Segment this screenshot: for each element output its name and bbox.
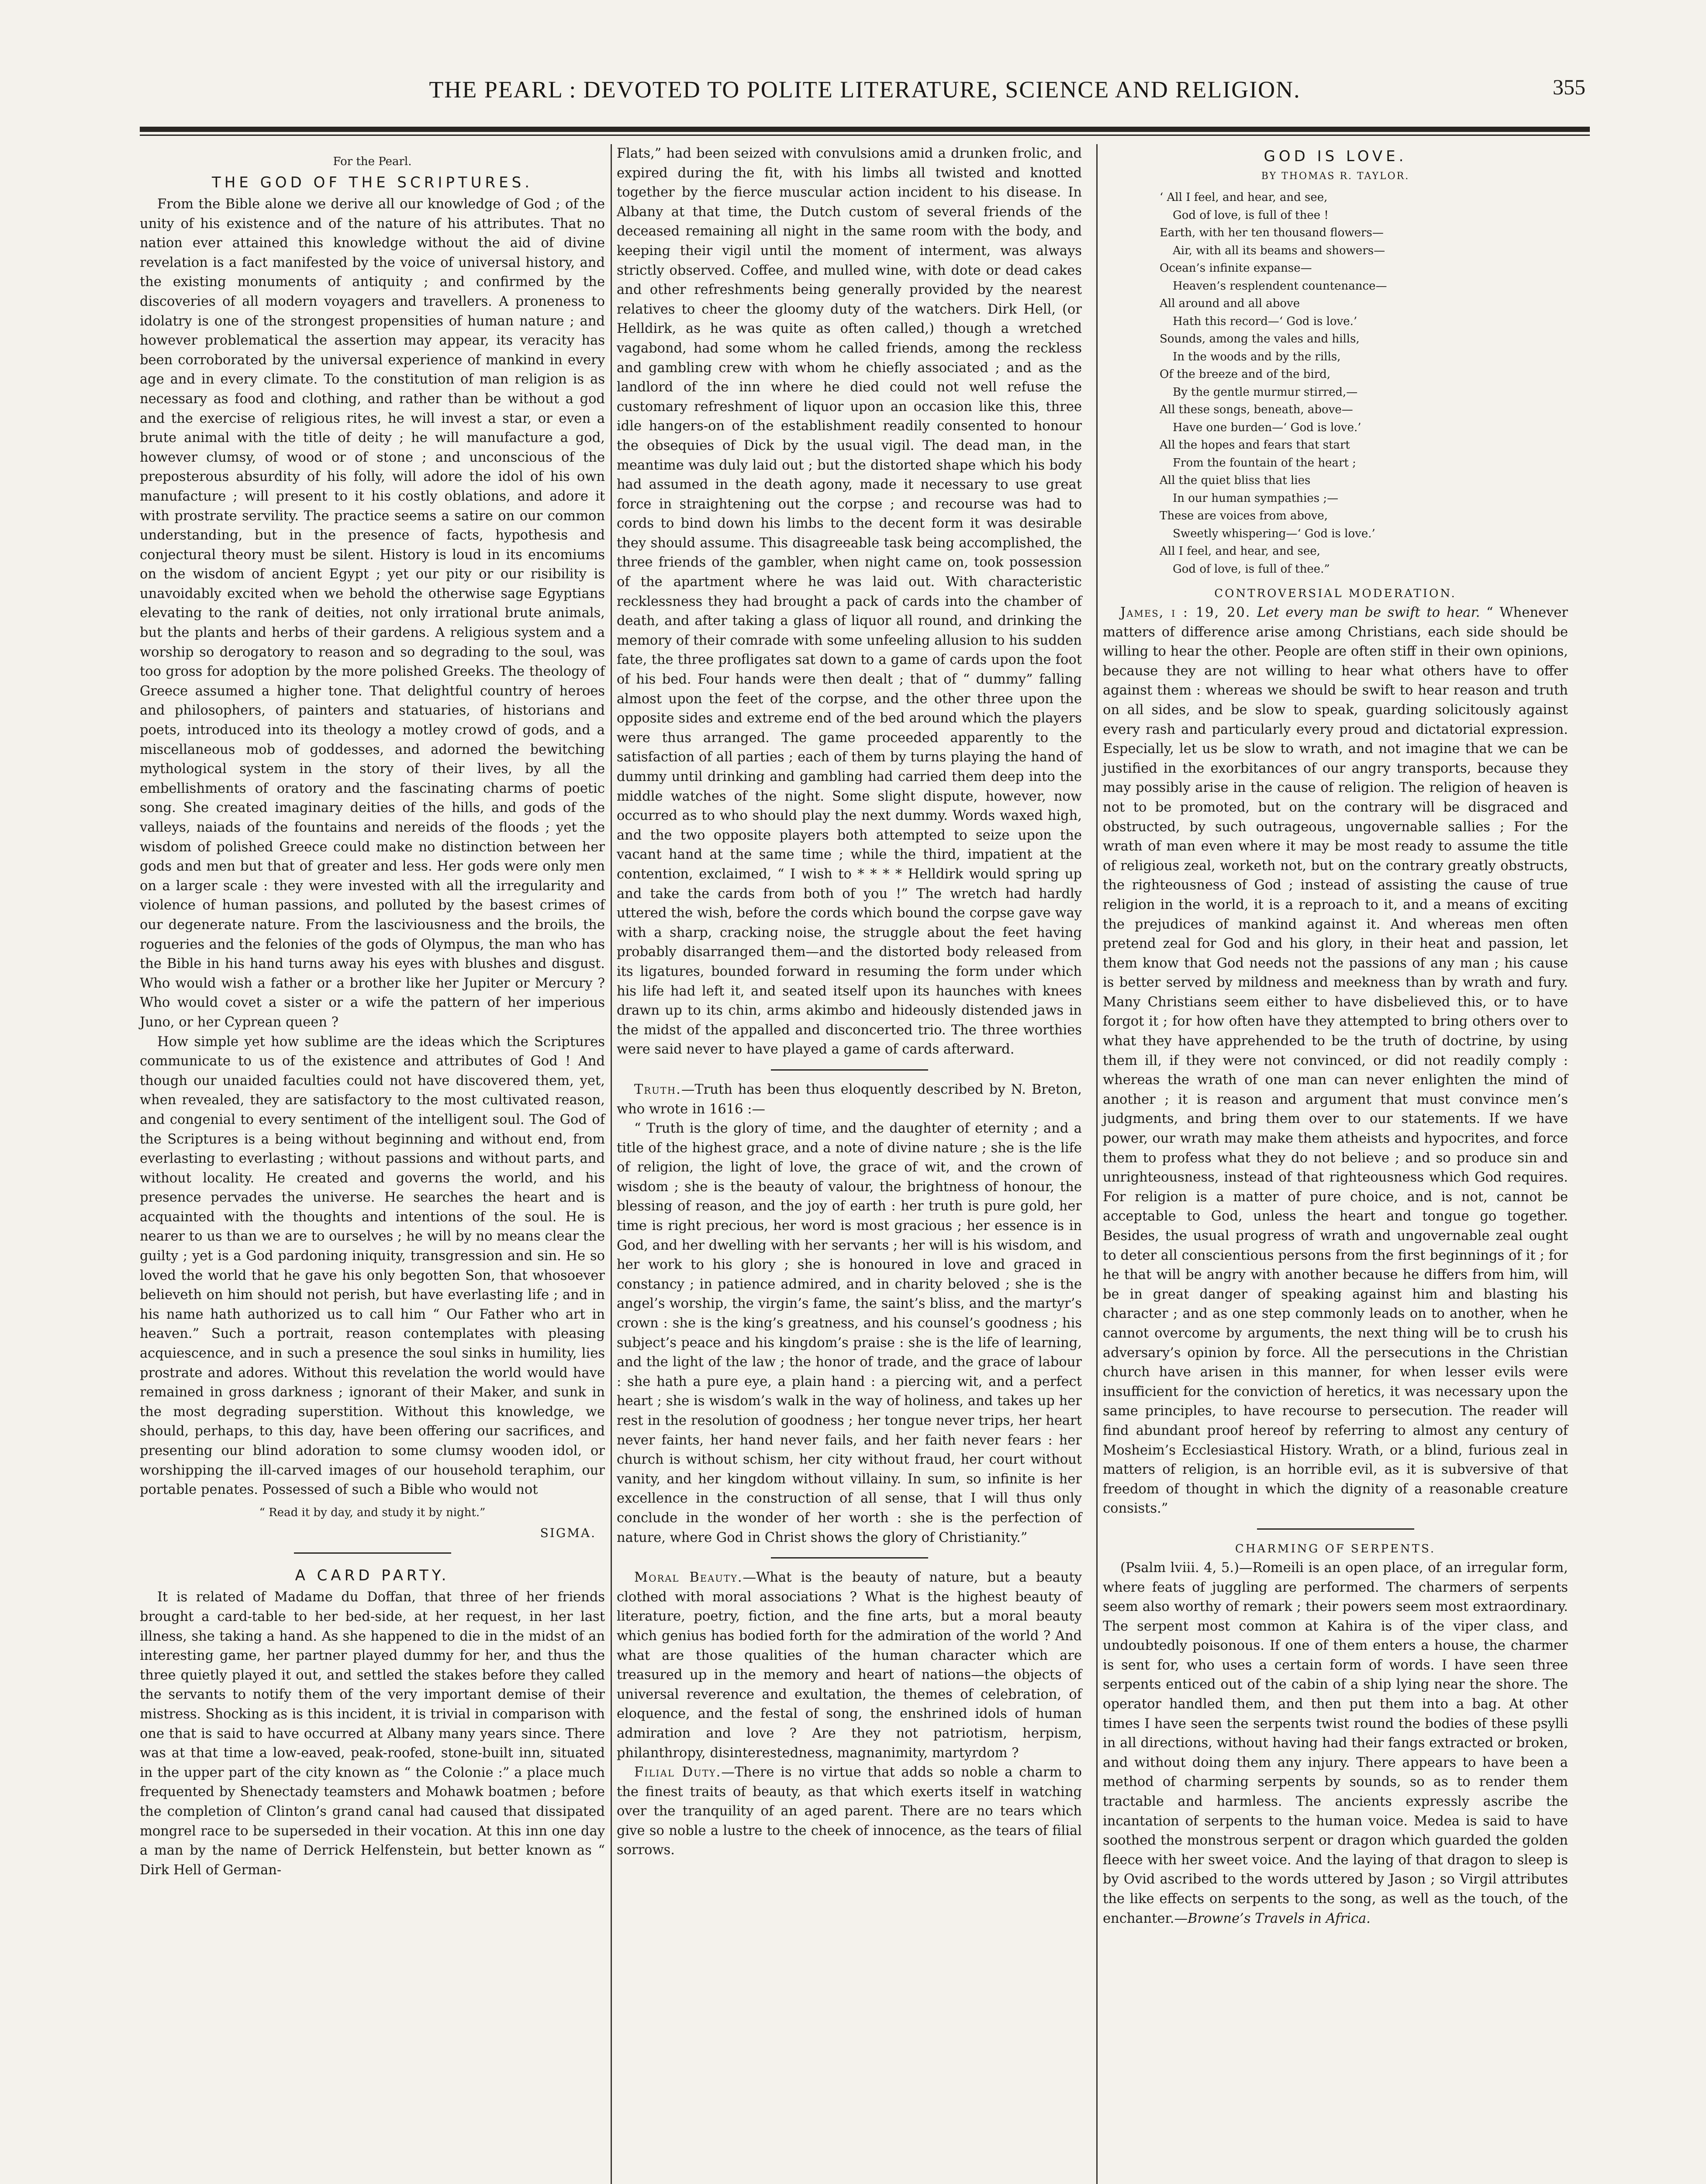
article-paragraph-filial: [617, 1763, 1082, 1860]
run-in-text: —What is the beauty of nature, but a beauty clothed with moral associations ? What is the highest beauty of literature, poetry, fiction, and the fine arts, but a moral beauty which genius has bodied forth for the admiration of the world ? And what are those qualities of the human character which are treasured up in the memory and heart of nations—the objects of universal reverence and exultation, the themes of celebration, of eloquence, and the festal of song, the enshrined idols of human admiration and love ? Are they not patriotism, herpism, philanthropy, disinterestedness, magnanimity, martyrdom ?: [617, 1570, 1082, 1761]
poem-line: Ocean’s infinite expanse—: [1160, 262, 1312, 275]
poem-line: From the fountain of the heart ;: [1173, 456, 1356, 470]
poem-line: Of the breeze and of the bird,: [1160, 368, 1331, 381]
scripture-reference: James, i : 19, 20.: [1120, 605, 1251, 620]
poem-line: All the quiet bliss that lies: [1160, 474, 1311, 487]
poem: [1103, 189, 1568, 578]
poem-line: In the woods and by the rills,: [1173, 350, 1341, 363]
poem-line: God of love, is full of thee.”: [1173, 562, 1330, 576]
run-in-text: —There is no virtue that adds so noble a charm to the finest traits of beauty, as that which exerts itself in watching over the tranquility of an aged parent. There are no tears which give so noble a lustre to the cheek of innocence, as the tears of filial sorrows.: [617, 1765, 1082, 1858]
run-in-head: Truth.: [634, 1082, 681, 1097]
masthead: [144, 66, 1585, 118]
poem-line: By the gentle murmur stirred,—: [1173, 385, 1358, 399]
article-paragraph-moral: [617, 1568, 1082, 1763]
poem-line: All the hopes and fears that start: [1160, 439, 1350, 452]
article-paragraph-truth: [617, 1080, 1082, 1119]
poem-line: Sounds, among the vales and hills,: [1160, 332, 1360, 346]
article-title-controversial: CONTROVERSIAL MODERATION.: [1214, 587, 1457, 600]
article-title-card-party: A CARD PARTY.: [295, 1567, 450, 1585]
run-in-head: Moral Beauty.: [634, 1570, 743, 1586]
signature: SIGMA.: [540, 1525, 596, 1540]
article-paragraph-controversial: [1103, 603, 1568, 1519]
poem-line: ‘ All I feel, and hear, and see,: [1160, 191, 1328, 204]
article-paragraph: From the Bible alone we derive all our knowledge of God ; of the unity of his existence and of the nature of his attributes. That no nation ever attained this knowledge without the aid of divine revelation is a fact manifested by the voice of universal history, and the existing monuments of antiquity ; and confirmed by the discoveries of all modern voyagers and travellers. A proneness to idolatry is one of the strongest propensities of human nature ; and however problematical the assertion may appear, its veracity has been corroborated by the universal experience of mankind in every age and in every climate. To the constitution of man religion is as necessary as food and clothing, and rather than be without a god and the exercise of religious rites, he will invest a star, or even a brute animal with the title of deity ; he will manufacture a god, however clumsy, of wood or of stone ; and unconscious of the preposterous absurdity of his folly, will adore the idol of his own manufacture ; will present to it his costly oblations, and adore it with prostrate servility. The practice seems a satire on our common understanding, but in the presence of facts, hypothesis and conjectural theory must be silent. History is loud in its encomiums on the wisdom of ancient Egypt ; yet our pity or our risibility is unavoidably excited when we behold the otherwise sage Egyptians elevating to the rank of deities, not only irrational brute animals, but the plants and herbs of their gardens. A religious system and a worship so derogatory to reason and so degrading to the soul, was too gross for adoption by the more polished Greeks. The theology of Greece assumed a higher tone. That delightful country of heroes and philosophers, of painters and statuaries, of historians and poets, introduced into its theology a motley crowd of gods, and a miscellaneous mob of goddesses, and adorned the bewitching mythological system in the story of their lives, by all the embellishments of oratory and the fascinating charms of poetic song. She created imaginary deities of the hills, and gods of the valleys, naiads of the fountains and nereids of the floods ; yet the wisdom of polished Greece could make no distinction between her gods and men but that of greater and less. Her gods were only men on a larger scale : they were invested with all the irregularity and violence of human passions, and polluted by the basest crimes of our degenerate nature. From the lasciviousness and the broils, the rogueries and the felonies of the gods of Olympus, the man who has the Bible in his hand turns away his eyes with blushes and disgust. Who would wish a father or a brother like her Jupiter or Mercury ? Who would covet a sister or a wife the pattern of her imperious Juno, or her Cyprean queen ?: [140, 197, 605, 1030]
for-the-pearl-note: For the Pearl.: [333, 155, 412, 168]
masthead-rule-thick: [140, 127, 1590, 132]
article-paragraph-charming: [1103, 1559, 1568, 1928]
masthead-title: THE PEARL : DEVOTED TO POLITE LITERATURE, SCIENCE AND RELIGION.: [429, 76, 1301, 103]
column-1: [140, 144, 605, 1880]
epigraph: “ Read it by day, and study it by night.”: [259, 1506, 486, 1519]
article-paragraph: It is related of Madame du Doffan, that three of her friends brought a card-table to her bed-side, at her request, in her last illness, she taking a hand. As she happened to die in the midst of an interesting game, her partner played dummy for her, and thus the three quietly played it out, and settled the stakes before they called the servants to notify them of the very important demise of their mistress. Shocking as is this incident, it is trivial in comparison with one that is said to have occurred at Albany many years since. There was at that time a low-eaved, peak-roofed, stone-built inn, situated in the upper part of the city known as “ the Colonie :” a place much frequented by Shenectady teamsters and Mohawk boatmen ; before the completion of Clinton’s grand canal had caused that dissipated mongrel race to be superseded in their vocation. At this inn one day a man by the name of Derrick Helfenstein, but better known as “ Dirk Hell of German-: [140, 1590, 605, 1878]
run-in-text: “ Whenever matters of difference arise among Christians, each side should be willing to hear the other. People are often stiff in their own opinions, because they are not willing to hear what others have to offer against them : whereas we should be swift to hear reason and truth on all sides, and be slow to speak, guarding solicitously against every rash and particularly every proud and dictatorial expression. Especially, let us be slow to wrath, and not imagine that we can be justified in the exorbitances of our angry transports, because they may possibly arise in the cause of religion. The religion of heaven is not to be promoted, but on the contrary will be disgraced and obstructed, by such outrageous, ungovernable sallies ; For the wrath of man even where it may be most ready to assume the title of religious zeal, worketh not, but on the contrary greatly obstructs, the righteousness of God ; instead of assisting the cause of true religion in the world, it is a reproach to it, and a means of exciting the prejudices of mankind against it. And whereas men often pretend zeal for God and his glory, in their heat and passion, let them know that God needs not the passions of any man ; his cause is better served by mildness and meekness than by wrath and fury. Many Christians seem either to have disbelieved this, or to have forgot it ; for how often have they attempted to bring others over to what they have apprehended to be the truth of doctrine, by using them ill, if they were not convinced, or did not readily comply : whereas the wrath of one man can never enlighten the mind of another ; it is reason and argument that must convince men’s judgments, and bring them over to our statements. If we have power, our wrath may make them atheists and hypocrites, and force them to profess what they do not believe ; and so produce sin and unrighteousness, instead of that righteousness which God requires. For religion is a matter of pure choice, and is not, cannot be acceptable to God, unless the heart and tongue go together. Besides, the usual progress of wrath and ungovernable zeal ought to deter all conscientious persons from the first beginnings of it ; for he that will be angry with another because he differs from him, will be in great danger of speaking against him and blasting his character ; and as one step commonly leads on to another, when he cannot overcome by arguments, the next thing will be to crush his adversary’s opinion by force. All the persecutions in the Christian church have arisen in this manner, for when lesser evils were insufficient for the conviction of heretics, it was necessary upon the same principles, to have recourse to persecution. The reader will find abundant proof hereof by referring to almost any century of Mosheim’s Ecclesiastical History. Wrath, or a blind, furious zeal in matters of religion, is an horrible evil, as it is subversive of that freedom of thought in which the dignity of a reasonable creature consists.”: [1103, 605, 1568, 1517]
poem-byline: BY THOMAS R. TAYLOR.: [1261, 171, 1410, 182]
poem-line: All these songs, beneath, above—: [1160, 403, 1353, 416]
masthead-rule-thin: [140, 135, 1590, 136]
poem-line: In our human sympathies ;—: [1173, 491, 1339, 505]
article-title-god-of-scriptures: THE GOD OF THE SCRIPTURES.: [211, 174, 533, 191]
column-divider: [1096, 144, 1098, 2184]
section-rule: [294, 1552, 451, 1554]
source-citation: Browne’s Travels in Africa.: [1187, 1911, 1371, 1926]
column-2: [617, 144, 1082, 1860]
column-divider: [611, 144, 612, 2184]
poem-line: Air, with all its beams and showers—: [1173, 244, 1385, 257]
scripture-quote: Let every man be swift to hear.: [1257, 605, 1480, 620]
poem-line: Hath this record—‘ God is love.’: [1173, 314, 1357, 328]
run-in-text: —Truth has been thus eloquently described by N. Breton, who wrote in 1616 :—: [617, 1082, 1082, 1117]
run-in-head: Filial Duty.: [634, 1765, 722, 1780]
poem-line: Heaven’s resplendent countenance—: [1173, 279, 1387, 293]
page-number: 355: [1553, 75, 1585, 99]
section-rule: [771, 1069, 928, 1071]
column-3: [1103, 144, 1568, 1928]
poem-line: Earth, with her ten thousand flowers—: [1160, 226, 1384, 239]
poem-line: Sweetly whispering—‘ God is love.’: [1173, 527, 1375, 540]
poem-line: All around and all above: [1160, 297, 1300, 310]
poem-title: GOD IS LOVE.: [1264, 148, 1407, 165]
article-paragraph: Flats,” had been seized with convulsions amid a drunken frolic, and expired during the fit, with his limbs all twisted and knotted together by the fierce muscular action incident to his disease. In Albany at that time, the Dutch custom of several friends of the deceased remaining all night in the same room with the body, and keeping their vigil until the moment of interment, was always strictly observed. Coffee, and mulled wine, with dote or dead cakes and other refreshments being generally provided by the nearest relatives to cheer the gloomy duty of the watchers. Dirk Hell, (or Helldirk, as he was quite as often called,) though a wretched vagabond, had some whom he called friends, among the reckless and gambling crew with whom he chiefly associated ; and as the landlord of the inn where he died could not well refuse the customary refreshment of liquor upon an occasion like this, three idle hangers-on of the establishment readily consented to honour the obsequies of Dick by the usual vigil. The dead man, in the meantime was duly laid out ; but the distorted shape which his body had assumed in the death agony, made it necessary to use great force in straightening out the corpse ; and recourse was had to cords to bind down his limbs to the decent form it was desirable they should assume. This disagreeable task being accomplished, the three friends of the gambler, when night came on, took possession of the apartment where he was laid out. With characteristic recklessness they had brought a pack of cards into the chamber of death, and after taking a glass of liquor all round, and drinking the memory of their comrade with some unfeeling allusion to his sudden fate, the three profligates sat down to a game of cards upon the foot of his bed. Four hands were then dealt ; that of “ dummy” falling almost upon the feet of the corpse, and the other three upon the opposite sides and extreme end of the bed around which the players were thus arranged. The game proceeded apparently to the satisfaction of all parties ; each of them by turns playing the hand of dummy until drinking and gambling had carried them deep into the middle watches of the night. Some slight dispute, however, now occurred as to who should play the next dummy. Words waxed high, and the two opposite players both attempted to seize upon the vacant hand at the same time ; while the third, impatient at the contention, exclaimed, “ I wish to * * * * Helldirk would spring up and take the cards from both of you !” The wretch had hardly uttered the wish, before the cords which bound the corpse gave way with a sharp, cracking noise, the struggle about the feet having probably disarranged them—and the distorted body released from its ligatures, bounded forward in resuming the form under which his life had left it, and seated itself upon its haunches with knees drawn up to its chin, arms akimbo and hideously distended jaws in the midst of the appalled and disconcerted trio. The three worthies were said never to have played a game of cards afterward.: [617, 146, 1082, 1057]
article-title-charming: CHARMING OF SERPENTS.: [1235, 1542, 1436, 1555]
poem-line: Have one burden—‘ God is love.’: [1173, 421, 1361, 434]
article-quote: “ Truth is the glory of time, and the daughter of eternity ; and a title of the highest grace, and a note of divine nature ; she is the life of religion, the light of love, the grace of wit, and the crown of wisdom ; she is the beauty of valour, the brightness of honour, the blessing of reason, and the joy of earth : her truth is pure gold, her time is right precious, her word is most gracious ; her essence is in God, and her dwelling with her servants ; her will is his wisdom, and her work to his glory ; she is honoured in love and graced in constancy ; in patience admired, and in charity beloved ; she is the angel’s worship, the virgin’s fame, the saint’s bliss, and the martyr’s crown : she is the king’s greatness, and his counsel’s goodness ; his subject’s peace and his kingdom’s praise : she is the life of learning, and the light of the law ; the honor of trade, and the grace of labour : she hath a pure eye, a plain hand : a piercing wit, and a perfect heart ; she is wisdom’s walk in the way of holiness, and takes up her rest in the resolution of goodness ; her tongue never trips, her heart never faints, her hand never fails, and her faith never fears : her church is without schism, her city without fraud, her court without vanity, and her kingdom without villainy. In sum, so infinite is her excellence in the construction of all sense, that I will thus only conclude in the wonder of her worth : she is the perfection of nature, where God in Christ shows the glory of Christianity.”: [617, 1121, 1082, 1545]
section-rule: [1257, 1528, 1414, 1530]
run-in-text: (Psalm lviii. 4, 5.)—Romeili is an open place, of an irregular form, where feats of juggling are performed. The charmers of serpents seem also worthy of remark ; their powers seem most extraordinary. The serpent most common at Kahira is of the viper class, and undoubtedly poisonous. If one of them enters a house, the charmer is sent for, who uses a certain form of words. I have seen three serpents enticed out of the cabin of a ship lying near the shore. The operator handled them, and then put them into a bag. At other times I have seen the serpents twist round the bodies of these psylli in all directions, without having had their fangs extracted or broken, and without doing them any injury. There appears to have been a method of charming serpents by sounds, so as to render them tractable and harmless. The ancients expressly ascribe the incantation of serpents to the human voice. Medea is said to have soothed the monstrous serpent or dragon which guarded the golden fleece with her sweet voice. And the laying of that dragon to sleep is by Ovid ascribed to the words uttered by Jason ; so Virgil attributes the like effects on serpents to the song, as well as the touch, of the enchanter.—: [1103, 1560, 1568, 1926]
poem-line: All I feel, and hear, and see,: [1160, 545, 1320, 558]
poem-line: God of love, is full of thee !: [1173, 208, 1329, 222]
section-rule: [771, 1557, 928, 1559]
article-paragraph: How simple yet how sublime are the ideas which the Scriptures communicate to us of the existence and attributes of God ! And though our unaided faculties could not have discovered them, yet, when revealed, they are satisfactory to the most cultivated reason, and congenial to every sentiment of the intelligent soul. The God of the Scriptures is a being without beginning and without end, from everlasting to everlasting ; without passions and without parts, and without locality. He created and governs the world, and his presence pervades the universe. He searches the heart and is acquainted with the thoughts and intentions of the soul. He is nearer to us than we are to ourselves ; he will by no means clear the guilty ; yet is a God pardoning iniquity, transgression and sin. He so loved the world that he gave his only begotten Son, that whosoever believeth on him should not perish, but have everlasting life ; and in his name hath authorized us to call him “ Our Father who art in heaven.” Such a portrait, reason contemplates with pleasing acquiescence, and in such a presence the soul sinks in humility, lies prostrate and adores. Without this revelation the world would have remained in gross darkness ; ignorant of their Maker, and sunk in the most degrading superstition. Without this knowledge, we should, perhaps, to this day, have been offering our sacrifices, and presenting our blind adoration to some clumsy wooden idol, or worshipping the ill-carved images of our household teraphim, our portable penates. Possessed of such a Bible who would not: [140, 1034, 605, 1498]
poem-line: These are voices from above,: [1160, 509, 1328, 522]
